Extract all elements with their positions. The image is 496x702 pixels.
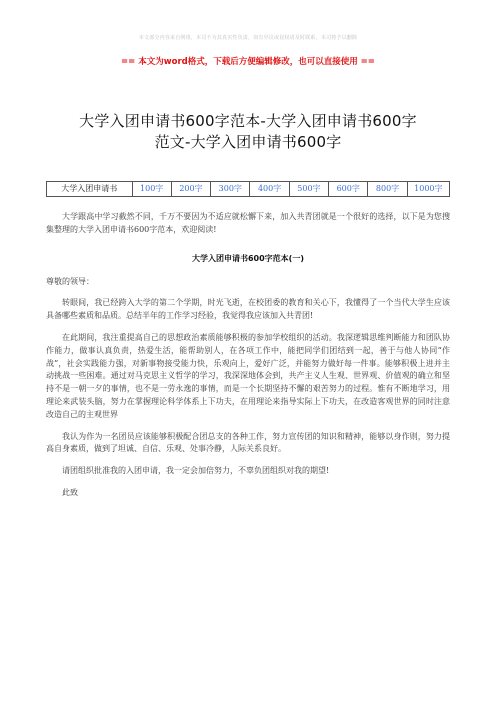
disclaimer-text: 本文部分内容来自网络，本司不为其真实性负责，如有异议或侵权请及时联系，本司将予以删除 bbox=[138, 35, 358, 41]
word-format-banner: == 本文为word格式，下载后方便编辑修改，也可以直接使用 == bbox=[121, 57, 375, 67]
nav-link-300[interactable]: 300字 bbox=[211, 182, 250, 196]
word-count-nav bbox=[46, 181, 450, 197]
nav-link-100[interactable]: 100字 bbox=[133, 182, 172, 196]
document-title bbox=[46, 111, 450, 153]
body-paragraph: 我认为作为一名团员应该能够积极配合团总支的各种工作，努力宣传团的知识和精神，能够以身作则，努力提高自身素质，做到了坦诚、自信、乐观、处事冷静，人际关系良好。 bbox=[46, 431, 450, 454]
nav-link-200[interactable]: 200字 bbox=[172, 182, 211, 196]
nav-link-800[interactable]: 800字 bbox=[368, 182, 407, 196]
title-line-2: 范文-大学入团申请书600字 bbox=[154, 133, 342, 151]
nav-link-1000[interactable]: 1000字 bbox=[414, 184, 443, 193]
body-paragraph: 在此期间，我注重提高自己的思想政治素质能够积极的参加学校组织的活动。我深逻辑思维判断能力和团队协作能力，做事认真负责，热爱生活，能帮助别人，在各项工作中，能把同学们团结到一起，善于与他人协同“作战”，社会实践能力强，对新事物接受能力快，乐观向上，爱好广泛，并能努力做好每一件事。能够积极上进并主动挑战一些困难。通过对马克思主义哲学的学习，我深深地体会到，共产主义人生观、世界观、价值观的确立和坚持不是一朝一夕的事情，也不是一劳永逸的事情，而是一个长期坚持不懈的艰苦努力的过程。惟有不断地学习，用理论来武装头脑，努力在掌握理论科学体系上下功夫，在用理论来指导实际上下功夫，在改造客观世界的同时注意改造自己的主观世界 bbox=[46, 332, 450, 419]
title-line-1: 大学入团申请书600字范本-大学入团申请书600字 bbox=[79, 112, 417, 130]
section-title: 大学入团申请书600字范本(一) bbox=[191, 253, 304, 263]
nav-link-600[interactable]: 600字 bbox=[329, 182, 368, 196]
intro-paragraph: 大学跟高中学习截然不同，千万不要因为不适应就松懈下来，加入共青团就是一个很好的选择，以下是为您搜集整理的大学入团申请书600字范本，欢迎阅读! bbox=[46, 212, 450, 234]
body-paragraph: 转眼间，我已经跨入大学的第二个学期，时光飞逝，在校团委的教育和关心下，我懂得了一个当代大学生应该具备哪些素质和品质。总结半年的工作学习经验，我觉得我应该加入共青团! bbox=[46, 298, 450, 321]
nav-label: 大学入团申请书 bbox=[47, 182, 133, 196]
nav-link-500[interactable]: 500字 bbox=[290, 182, 329, 196]
closing-line: 此致 bbox=[62, 487, 78, 497]
body-paragraph: 请团组织批准我的入团申请，我一定会加倍努力，不辜负团组织对我的期望! bbox=[62, 466, 330, 476]
nav-link-400[interactable]: 400字 bbox=[250, 182, 289, 196]
salutation: 尊敬的领导： bbox=[46, 276, 94, 286]
